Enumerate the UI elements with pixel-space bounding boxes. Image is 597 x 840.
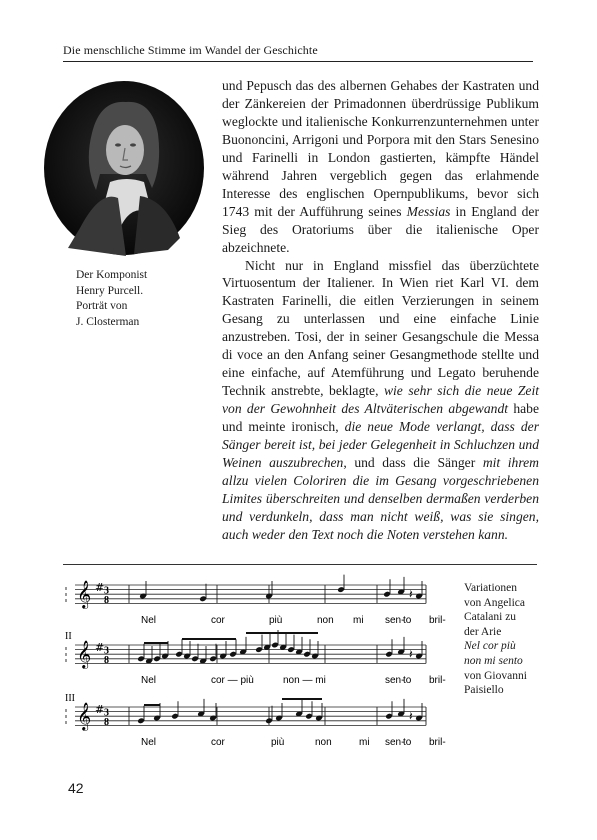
key-signature-sharp: # (95, 581, 105, 594)
figure-caption-line: Porträt von (76, 300, 128, 312)
lyric-syllable: sen- (385, 615, 405, 626)
music-caption-line: Nel cor più (464, 640, 516, 653)
lyric-syllable: Nel (141, 615, 157, 626)
header-rule (63, 61, 533, 62)
lyric-syllable: cor — più (211, 675, 254, 686)
rest-symbol: 𝄽 (409, 587, 413, 601)
time-signature-top: 3 (104, 585, 109, 597)
time-signature-bottom: 8 (104, 716, 109, 728)
lyric-syllable: Nel (141, 737, 157, 748)
lyric-syllable: bril- (429, 615, 446, 626)
section-rule (63, 564, 537, 565)
music-caption-line: non mi sento (464, 654, 523, 667)
key-signature-sharp: # (95, 641, 105, 654)
lyric-syllable: to (403, 737, 412, 748)
lyric-syllable: to (403, 615, 412, 626)
lyric-syllable: non (317, 615, 334, 626)
music-caption-line: von Angelica (464, 596, 525, 609)
lyric-syllable: mi (359, 737, 370, 748)
lyric-syllable: cor (211, 615, 225, 626)
lyric-syllable: più (269, 615, 283, 626)
text-run: in England der Sieg des Oratoriums über die italienische Oper abzeichnete. (222, 203, 539, 255)
italic-run: wie sehr sich die neue Zeit von der Gewohnheit des Altväterischen abgewandt (222, 383, 540, 417)
lyric-syllable: mi (353, 615, 364, 626)
treble-clef-icon: 𝄞 (77, 580, 92, 608)
text-run: habe und meinte ironisch, (222, 401, 539, 435)
time-signature-top: 3 (104, 707, 109, 719)
lyric-syllable: Nel (141, 675, 157, 686)
page-number: 42 (68, 780, 84, 796)
italic-run: die neue Mode verlangt, dass der Sänger bereit ist, bei jeder Gelegenheit in Schluchzen und Weinen auszubrechen (222, 419, 539, 471)
figure-caption-line: Der Komponist (76, 269, 148, 281)
lyric-syllable: cor (211, 737, 225, 748)
figure-caption (76, 268, 216, 330)
music-caption-line: Paisiello (464, 684, 504, 697)
rest-symbol: 𝄽 (409, 709, 413, 723)
staff-number-label: III (65, 693, 75, 704)
lyric-syllable: bril- (429, 675, 446, 686)
key-signature-sharp: # (95, 703, 105, 716)
italic-run: mit ihrem allzu vielen Coloriren die im Gesang vorgeschriebenen Limites überschreiten und denselben dermaßen verderben und verdunkeln, dass man nicht weiß, was sie singen, auch weder den Text noch die Noten verstehen kann. (222, 455, 539, 542)
lyric-syllable: più (271, 737, 285, 748)
running-title: Die menschliche Stimme im Wandel der Geschichte (63, 43, 318, 57)
lyric-syllable: non — mi (283, 675, 326, 686)
music-caption-line: von Giovanni (464, 669, 527, 682)
rest-symbol: 𝄽 (409, 647, 413, 661)
figure-caption-line: Henry Purcell. (76, 284, 144, 297)
lyric-syllable: bril- (429, 737, 446, 748)
lyric-syllable: to (403, 675, 412, 686)
music-caption-line: der Arie (464, 625, 502, 638)
time-signature-bottom: 8 (104, 654, 109, 666)
music-example (63, 575, 446, 765)
music-example-caption (464, 581, 564, 698)
text-run: und Pepusch das des albernen Gehabes der Kastraten und der Zänkereien der Primadonnen überdrüssige Publikum weglockte und italienische Konkurrenzunternehmen unter Buononcini, Arrigoni und Porpora mit den Stars Senesino und Farinelli in London gastierten, kämpfte Händel während Jahren vergeblich gegen das erlahmende Interesse des englischen Opernpublikums, bevor sich 1743 mit der Aufführung seines (222, 78, 539, 219)
lyric-syllable: sen- (385, 737, 405, 748)
staff-number-label: II (65, 631, 72, 642)
body-paragraph (222, 257, 539, 544)
text-run: Nicht nur in England missfiel das überzüchtete Virtuosentum der Italiener. In Wien riet Karl VI. dem Kastraten Farinelli, die eitlen Verzierungen in seinem Gesang zu unterlassen und eine einfache Linie anzustreben. Tosi, der in seiner Gesangschule die Messa di voce an den Anfang seiner Gesangmethode stellte und eine einfache, auf Atemführung und Legato beruhende Technik anstrebte, beklagte, (222, 257, 539, 399)
figure-caption-line: J. Closterman (76, 315, 140, 328)
portrait-image (40, 78, 208, 258)
text-run: , und dass die Sänger (343, 455, 483, 471)
italic-run: Messias (406, 203, 451, 219)
time-signature-top: 3 (104, 645, 109, 657)
body-text (222, 77, 539, 544)
music-caption-line: Catalani zu (464, 611, 517, 624)
treble-clef-icon: 𝄞 (77, 702, 92, 730)
treble-clef-icon: 𝄞 (77, 640, 92, 668)
body-paragraph (222, 77, 539, 257)
time-signature-bottom: 8 (104, 594, 109, 606)
music-caption-line: Variationen (464, 582, 518, 594)
lyric-syllable: sen- (385, 675, 405, 686)
lyric-syllable: non (315, 737, 332, 748)
